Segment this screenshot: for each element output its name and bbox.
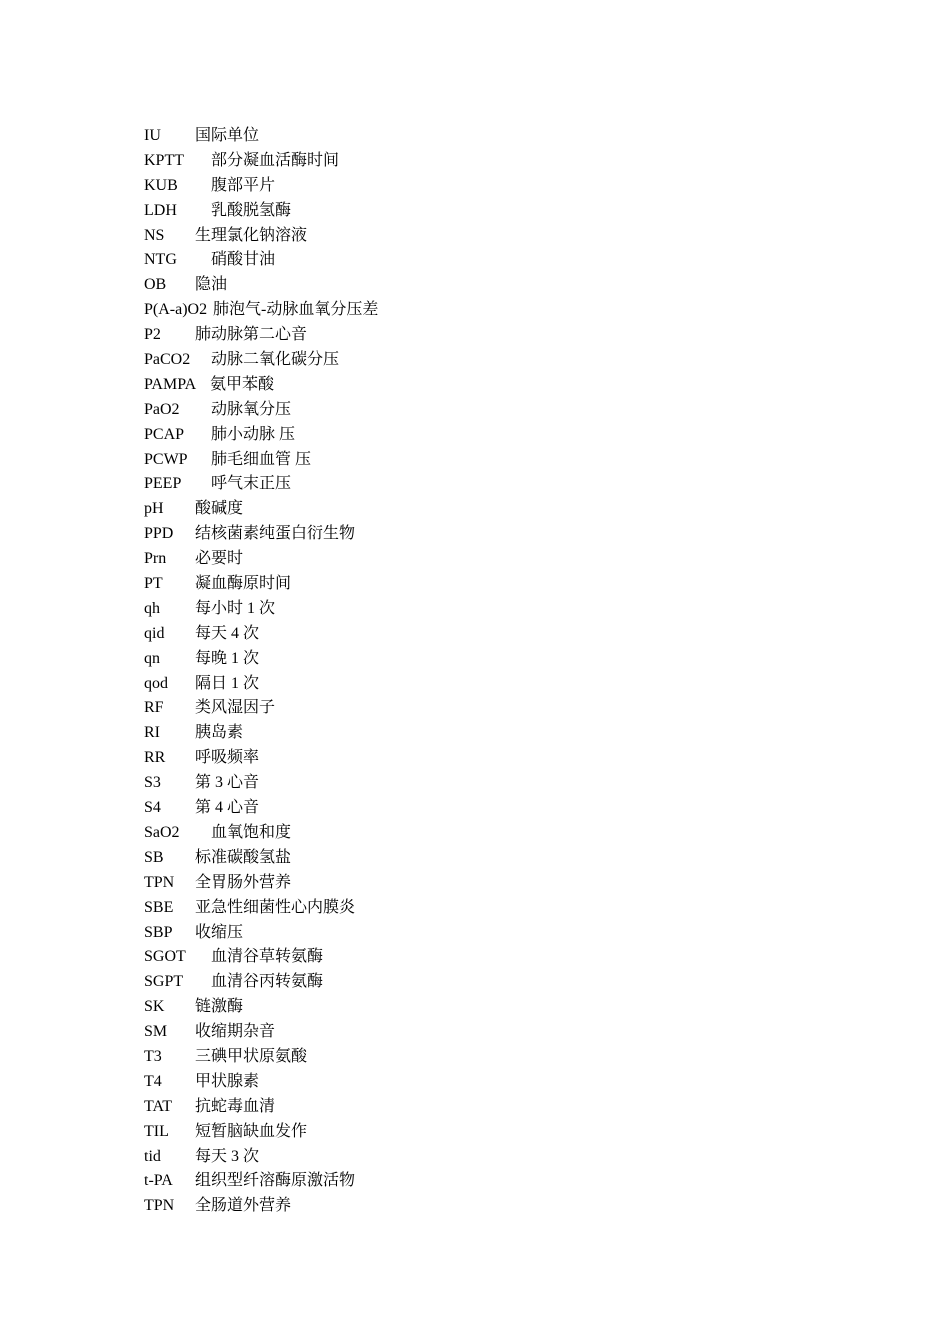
abbreviation: pH xyxy=(144,500,164,518)
term: 必要时 xyxy=(195,550,244,568)
term: 每天 3 次 xyxy=(195,1147,260,1165)
abbreviation: LDH xyxy=(144,201,177,219)
abbreviation: SGPT xyxy=(144,973,184,991)
abbreviation: qod xyxy=(144,674,168,692)
list-item xyxy=(144,1169,844,1194)
abbreviation: P(A-a)O2 xyxy=(144,301,208,319)
abbreviation: PPD xyxy=(144,525,174,543)
abbreviation: RF xyxy=(144,699,164,717)
term: 生理氯化钠溶液 xyxy=(195,226,308,244)
abbreviation: SM xyxy=(144,1023,168,1041)
abbreviation: tid xyxy=(144,1147,161,1165)
term: 结核菌素纯蛋白衍生物 xyxy=(195,525,356,543)
term: 每天 4 次 xyxy=(195,624,260,642)
list-item xyxy=(144,1020,844,1045)
abbreviation-list xyxy=(144,124,844,1219)
abbreviation: SBE xyxy=(144,898,174,916)
term: 呼吸频率 xyxy=(195,749,260,767)
term: 标准碳酸氢盐 xyxy=(195,848,292,866)
term: 部分凝血活酶时间 xyxy=(211,151,340,169)
list-item xyxy=(144,821,844,846)
term: 血清谷丙转氨酶 xyxy=(211,973,324,991)
list-item xyxy=(144,746,844,771)
abbreviation: TAT xyxy=(144,1097,173,1115)
term: 链激酶 xyxy=(195,998,244,1016)
abbreviation: qh xyxy=(144,599,160,617)
list-item xyxy=(144,522,844,547)
abbreviation: SB xyxy=(144,848,164,866)
term: 呼气末正压 xyxy=(211,475,292,493)
list-item xyxy=(144,995,844,1020)
term: 第 3 心音 xyxy=(195,774,260,792)
list-item xyxy=(144,572,844,597)
abbreviation: NS xyxy=(144,226,165,244)
list-item xyxy=(144,921,844,946)
term: 血氧饱和度 xyxy=(211,823,292,841)
abbreviation: SaO2 xyxy=(144,823,180,841)
abbreviation: TPN xyxy=(144,1197,175,1215)
abbreviation: P2 xyxy=(144,326,161,344)
term: 凝血酶原时间 xyxy=(195,575,292,593)
list-item xyxy=(144,298,844,323)
abbreviation: t-PA xyxy=(144,1172,173,1190)
list-item xyxy=(144,721,844,746)
abbreviation: SGOT xyxy=(144,948,186,966)
abbreviation: OB xyxy=(144,276,167,294)
term: 乳酸脱氢酶 xyxy=(211,201,292,219)
abbreviation: Prn xyxy=(144,550,167,568)
abbreviation: T3 xyxy=(144,1047,162,1065)
list-item xyxy=(144,348,844,373)
list-item xyxy=(144,248,844,273)
abbreviation: S3 xyxy=(144,774,161,792)
abbreviation: RR xyxy=(144,749,166,767)
abbreviation: NTG xyxy=(144,251,177,269)
list-item xyxy=(144,323,844,348)
list-item xyxy=(144,945,844,970)
abbreviation: PaO2 xyxy=(144,400,180,418)
list-item xyxy=(144,622,844,647)
abbreviation: SK xyxy=(144,998,165,1016)
list-item xyxy=(144,1045,844,1070)
abbreviation: TPN xyxy=(144,873,175,891)
list-item xyxy=(144,472,844,497)
list-item xyxy=(144,771,844,796)
term: 动脉二氧化碳分压 xyxy=(211,351,340,369)
abbreviation: SBP xyxy=(144,923,173,941)
list-item xyxy=(144,597,844,622)
term: 血清谷草转氨酶 xyxy=(211,948,324,966)
list-item xyxy=(144,199,844,224)
term: 酸碱度 xyxy=(195,500,244,518)
term: 第 4 心音 xyxy=(195,799,260,817)
list-item xyxy=(144,149,844,174)
list-item xyxy=(144,398,844,423)
term: 肺动脉第二心音 xyxy=(195,326,308,344)
list-item xyxy=(144,448,844,473)
abbreviation: S4 xyxy=(144,799,161,817)
term: 肺毛细血管 压 xyxy=(211,450,312,468)
term: 组织型纤溶酶原激活物 xyxy=(195,1172,356,1190)
term: 甲状腺素 xyxy=(195,1072,260,1090)
term: 国际单位 xyxy=(195,127,260,144)
term: 氨甲苯酸 xyxy=(210,375,275,393)
list-item xyxy=(144,1095,844,1120)
list-item xyxy=(144,970,844,995)
list-item xyxy=(144,1070,844,1095)
term: 亚急性细菌性心内膜炎 xyxy=(195,898,356,916)
list-item xyxy=(144,497,844,522)
abbreviation: PAMPA xyxy=(144,375,197,393)
abbreviation: PT xyxy=(144,575,163,593)
list-item xyxy=(144,696,844,721)
list-item xyxy=(144,224,844,249)
list-item xyxy=(144,647,844,672)
abbreviation: T4 xyxy=(144,1072,162,1090)
term: 每小时 1 次 xyxy=(195,599,276,617)
abbreviation: IU xyxy=(144,127,161,144)
abbreviation: PEEP xyxy=(144,475,182,493)
term: 肺泡气-动脉血氧分压差 xyxy=(213,301,379,319)
list-item xyxy=(144,174,844,199)
term: 腹部平片 xyxy=(211,176,276,194)
list-item xyxy=(144,373,844,398)
list-item xyxy=(144,423,844,448)
list-item xyxy=(144,896,844,921)
term: 短暂脑缺血发作 xyxy=(195,1122,308,1140)
abbreviation: qn xyxy=(144,649,160,667)
term: 收缩期杂音 xyxy=(195,1023,276,1041)
term: 抗蛇毒血清 xyxy=(195,1097,276,1115)
term: 收缩压 xyxy=(195,923,244,941)
term: 隔日 1 次 xyxy=(195,674,260,692)
term: 动脉氧分压 xyxy=(211,400,292,418)
term: 每晚 1 次 xyxy=(195,649,260,667)
term: 胰岛素 xyxy=(195,724,244,742)
term: 类风湿因子 xyxy=(195,699,276,717)
abbreviation: TIL xyxy=(144,1122,169,1140)
term: 三碘甲状原氨酸 xyxy=(195,1047,308,1065)
list-item xyxy=(144,124,844,149)
list-item xyxy=(144,1120,844,1145)
list-item xyxy=(144,1145,844,1170)
list-item xyxy=(144,796,844,821)
list-item xyxy=(144,871,844,896)
term: 肺小动脉 压 xyxy=(211,425,296,443)
abbreviation: PaCO2 xyxy=(144,351,191,369)
abbreviation: PCWP xyxy=(144,450,188,468)
term: 隐油 xyxy=(195,276,228,294)
abbreviation: RI xyxy=(144,724,160,742)
list-item xyxy=(144,846,844,871)
list-item xyxy=(144,273,844,298)
abbreviation: PCAP xyxy=(144,425,185,443)
abbreviation: KPTT xyxy=(144,151,184,169)
list-item xyxy=(144,547,844,572)
list-item xyxy=(144,1194,844,1219)
term: 全肠道外营养 xyxy=(195,1197,292,1215)
term: 全胃肠外营养 xyxy=(195,873,292,891)
term: 硝酸甘油 xyxy=(211,251,276,269)
abbreviation: qid xyxy=(144,624,165,642)
list-item xyxy=(144,672,844,697)
abbreviation: KUB xyxy=(144,176,178,194)
